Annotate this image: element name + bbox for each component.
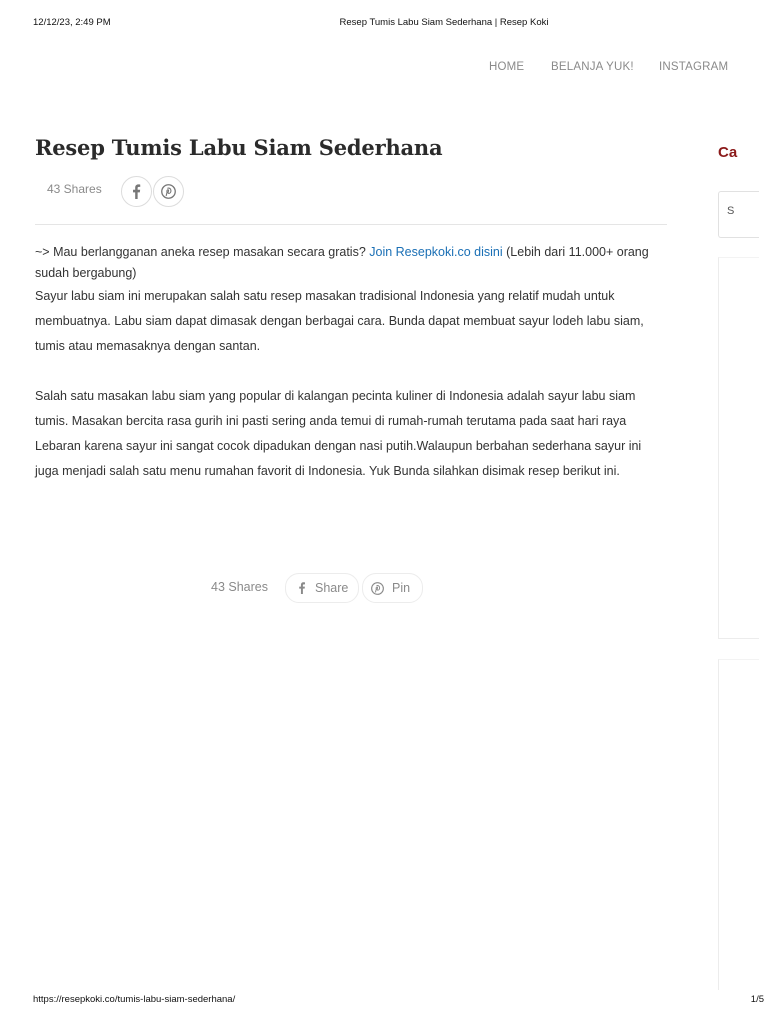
pinterest-icon [371, 582, 384, 595]
article-content [35, 242, 660, 484]
share-bar-bottom [211, 573, 451, 603]
article-paragraph: Sayur labu siam ini merupakan salah satu resep masakan tradisional Indonesia yang relatif mudah untuk membuatnya. Labu siam dapat dimasak dengan berbagai cara. Bunda dapat membuat sayur lodeh labu siam, tumis atau memasaknya dengan santan. [35, 289, 644, 353]
print-footer [0, 994, 768, 1008]
print-header [0, 17, 768, 31]
promo-suffix: (Lebih dari 11.000+ orang sudah bergabung) [35, 245, 649, 280]
sidebar-search-input[interactable] [727, 205, 757, 217]
print-datetime: 12/12/23, 2:49 PM [33, 17, 111, 28]
promo-prefix: ~> Mau berlangganan aneka resep masakan secara gratis? [35, 245, 370, 259]
share-count-bottom: 43 Shares [211, 580, 268, 594]
facebook-icon [129, 184, 144, 199]
nav-item-home[interactable]: HOME [489, 61, 525, 73]
nav-item-belanja-yuk[interactable]: BELANJA YUK! [551, 61, 634, 73]
sidebar-widget [718, 659, 759, 990]
facebook-share-pill[interactable] [285, 573, 359, 603]
share-label: Share [315, 581, 349, 595]
facebook-icon [296, 582, 308, 594]
sidebar-widget [718, 257, 759, 639]
pinterest-icon [161, 184, 176, 199]
join-newsletter-link[interactable]: Join Resepkoki.co disini [369, 245, 503, 259]
post-title: Resep Tumis Labu Siam Sederhana [35, 135, 443, 160]
nav-item-instagram[interactable]: INSTAGRAM [659, 61, 729, 73]
article-paragraph: Salah satu masakan labu siam yang popular di kalangan pecinta kuliner di Indonesia adalah sayur labu siam tumis. Masakan bercita rasa gurih ini pasti sering anda temui di rumah-rumah terutama pada saat hari raya Lebaran karena sayur ini sangat cocok dipadukan dengan nasi putih.Walaupun berbahan sederhana sayur ini juga menjadi salah satu menu rumahan favorit di Indonesia. Yuk Bunda silahkan disimak resep berikut ini. [35, 389, 642, 478]
print-url: https://resepkoki.co/tumis-labu-siam-sederhana/ [33, 994, 236, 1005]
pin-label: Pin [392, 581, 411, 595]
facebook-share-button[interactable] [121, 176, 152, 207]
print-page-title: Resep Tumis Labu Siam Sederhana | Resep Koki [339, 17, 549, 28]
share-bar-top [35, 176, 667, 225]
sidebar-search-box[interactable] [718, 191, 759, 238]
pinterest-share-button[interactable] [153, 176, 184, 207]
pinterest-pin-pill[interactable] [362, 573, 423, 603]
subscribe-promo [35, 242, 660, 284]
share-count: 43 Shares [47, 182, 102, 196]
top-navigation [0, 61, 768, 77]
sidebar-heading: Ca [718, 144, 738, 161]
print-page-number: 1/5 [750, 994, 764, 1005]
